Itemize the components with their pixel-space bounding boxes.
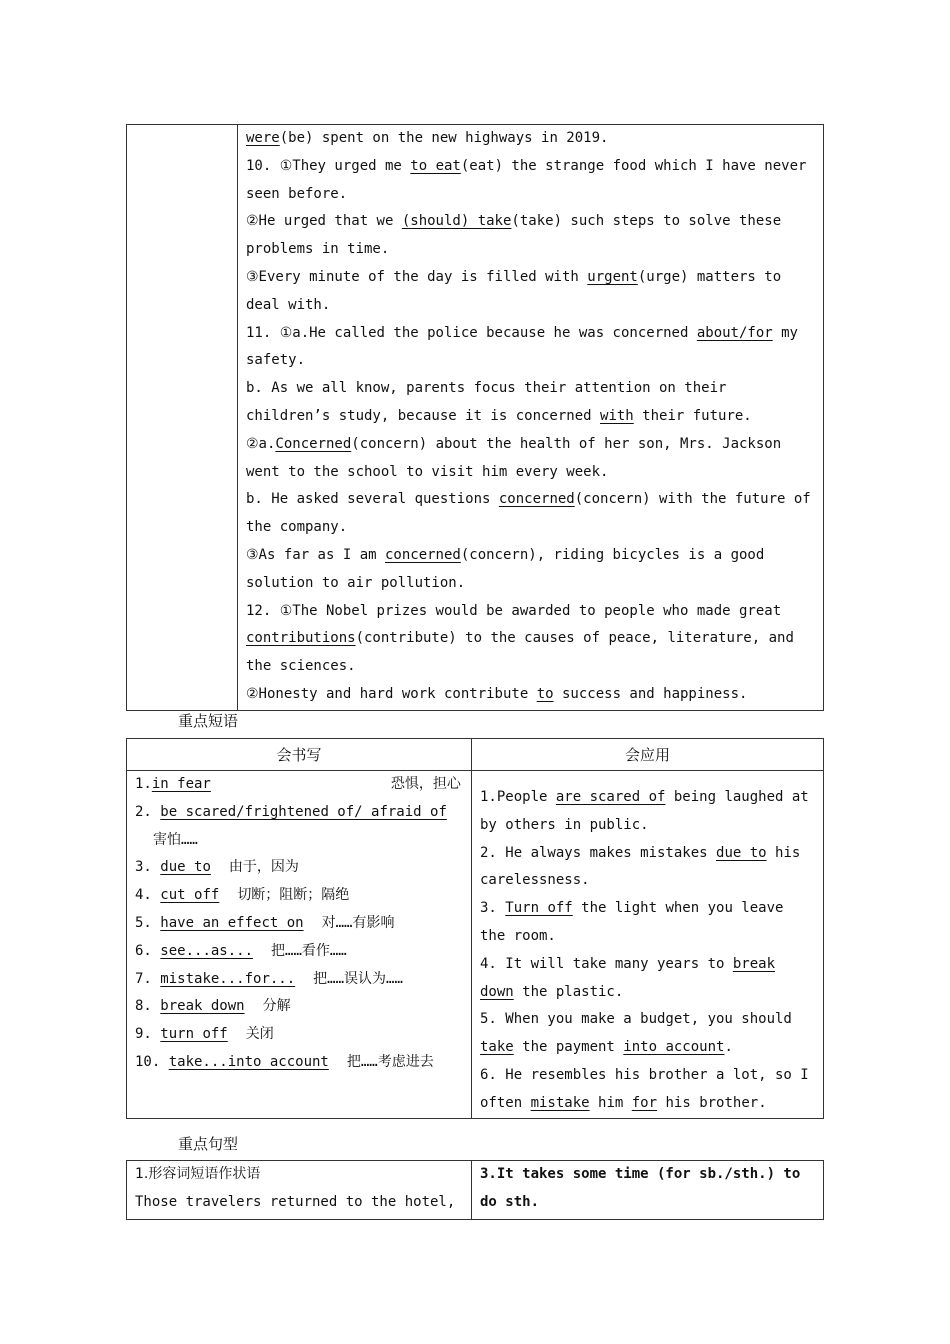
vocab-item-10-3: ③Every minute of the day is filled with urgent(urge) matters to deal with. bbox=[246, 268, 782, 313]
write-item: 7. mistake...for... 把……误认为…… bbox=[135, 970, 403, 987]
vocab-item-11-2: b. As we all know, parents focus their attention on their children’s study, because it is concerned with their future. bbox=[246, 380, 752, 424]
sentences-section-label: 重点句型 bbox=[178, 1135, 239, 1153]
write-item: 3. due to 由于，因为 bbox=[135, 859, 299, 876]
apply-item: 4. It will take many years to break down the plastic. bbox=[480, 955, 776, 1000]
write-column bbox=[127, 771, 472, 1119]
vocab-table bbox=[126, 124, 824, 711]
write-item: 8. break down 分解 bbox=[135, 998, 291, 1015]
apply-item: 1.People are scared of being laughed at by others in public. bbox=[480, 789, 809, 833]
vocab-left-cell bbox=[127, 125, 238, 711]
vocab-item-12-1: 12. ①The Nobel prizes would be awarded to people who made great contributions(contribute) to the causes of peace, literature, and the sciences. bbox=[246, 602, 794, 675]
vocab-item-12-2: ②Honesty and hard work contribute to success and happiness. bbox=[246, 685, 748, 702]
write-item: 4. cut off 切断；阻断；隔绝 bbox=[135, 887, 350, 904]
header-apply: 会应用 bbox=[472, 739, 824, 771]
write-item: 10. take...into account 把……考虑进去 bbox=[135, 1053, 434, 1070]
vocab-item-10-2: ②He urged that we (should) take(take) such steps to solve these problems in time. bbox=[246, 213, 782, 258]
phrases-table bbox=[126, 738, 824, 1119]
apply-item: 2. He always makes mistakes due to his carelessness. bbox=[480, 844, 801, 889]
vocab-item-11-4: b. He asked several questions concerned(concern) with the future of the company. bbox=[246, 491, 811, 536]
write-item: 5. have an effect on 对……有影响 bbox=[135, 914, 395, 931]
apply-item: 5. When you make a budget, you should take the payment into account. bbox=[480, 1011, 792, 1056]
vocab-item-10-1: 10. ①They urged me to eat(eat) the strange food which I have never seen before. bbox=[246, 157, 807, 202]
sentence-pattern-3: 3.It takes some time (for sb./sth.) to do sth. bbox=[472, 1161, 824, 1220]
header-write: 会书写 bbox=[127, 739, 472, 771]
write-item: 1.in fear 恐惧，担心 bbox=[135, 776, 461, 792]
vocab-item-11-5: ③As far as I am concerned(concern), riding bicycles is a good solution to air pollution. bbox=[246, 546, 765, 591]
vocab-line: were(be) spent on the new highways in 2019. bbox=[246, 130, 609, 146]
sentence-pattern-1: 1.形容词短语作状语 Those travelers returned to the hotel, bbox=[127, 1161, 472, 1220]
apply-item: 6. He resembles his brother a lot, so I often mistake him for his brother. bbox=[480, 1066, 809, 1111]
vocab-item-11-1: 11. ①a.He called the police because he was concerned about/for my safety. bbox=[246, 324, 798, 369]
apply-column bbox=[472, 771, 824, 1119]
write-item: 6. see...as... 把……看作…… bbox=[135, 942, 347, 959]
vocab-item-11-3: ②a.Concerned(concern) about the health of her son, Mrs. Jackson went to the school to visit him every week. bbox=[246, 435, 782, 480]
apply-item: 3. Turn off the light when you leave the room. bbox=[480, 900, 784, 944]
vocab-answers-cell bbox=[238, 125, 824, 711]
write-item: 2. be scared/frightened of/ afraid of害怕…… bbox=[135, 803, 447, 848]
sentences-table bbox=[126, 1160, 824, 1220]
phrases-section-label: 重点短语 bbox=[178, 712, 239, 730]
write-item: 9. turn off 关闭 bbox=[135, 1026, 274, 1043]
